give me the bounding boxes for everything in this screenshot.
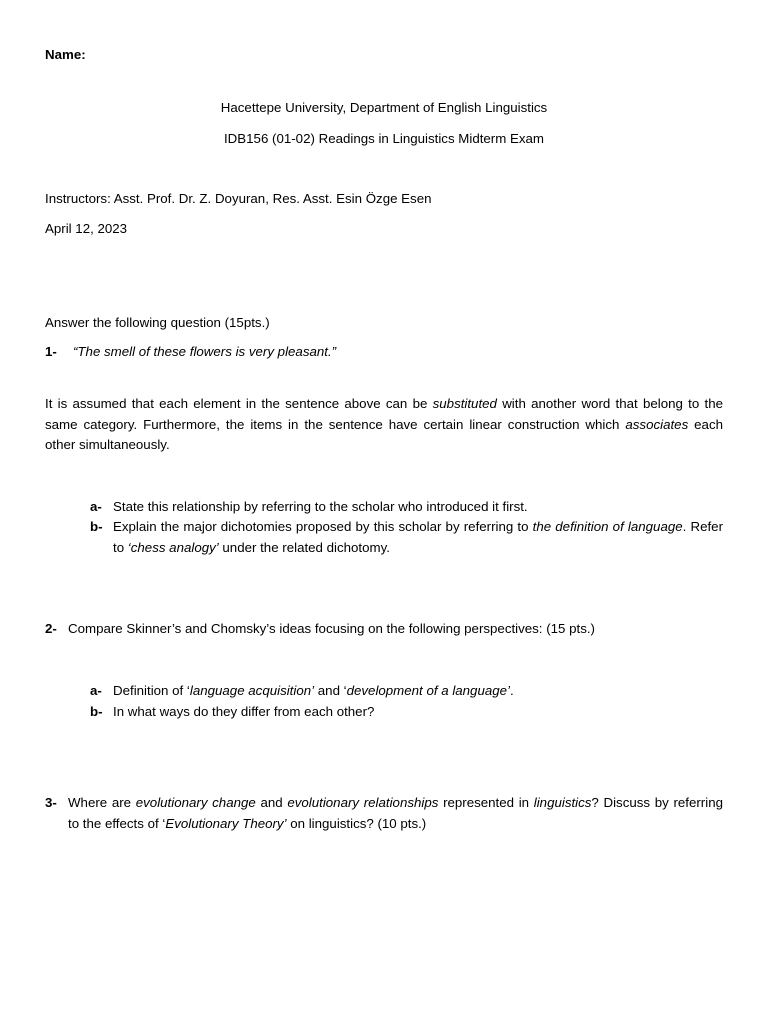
item-text bbox=[113, 517, 723, 558]
q3-text-4: ? Discuss by referring to the effects of ‘ bbox=[68, 795, 723, 831]
item-text: State this relationship by referring to the scholar who introduced it first. bbox=[113, 499, 528, 514]
university-heading: Hacettepe University, Department of English Linguistics bbox=[220, 100, 548, 115]
q3-text-3: represented in bbox=[438, 795, 534, 810]
item-label: b- bbox=[90, 704, 103, 719]
question-2-item-b bbox=[90, 702, 723, 723]
q2a-text-2: and ‘ bbox=[314, 683, 347, 698]
item-label: a- bbox=[90, 683, 102, 698]
question-2-item-a bbox=[90, 681, 723, 702]
item-label: a- bbox=[90, 499, 102, 514]
q3-text-5: on linguistics? (10 pts.) bbox=[286, 815, 427, 831]
q3-text-2: and bbox=[255, 795, 288, 810]
q1-para-text-1: It is assumed that each element in the sentence above can be bbox=[45, 396, 433, 411]
q2a-text-1: Definition of ‘ bbox=[113, 683, 190, 698]
question-2-number: 2- bbox=[45, 621, 57, 636]
question-1-heading bbox=[45, 342, 723, 363]
instruction-line: Answer the following question (15pts.) bbox=[45, 315, 270, 330]
instructors-line: Instructors: Asst. Prof. Dr. Z. Doyuran, Res. Asst. Esin Özge Esen bbox=[45, 191, 432, 206]
question-3-text bbox=[68, 793, 723, 834]
question-3-number: 3- bbox=[45, 795, 57, 810]
q2a-italic-1: language acquisition’ bbox=[189, 683, 315, 698]
question-1-number: 1- bbox=[45, 344, 57, 359]
q3-italic-2: evolutionary relationships bbox=[287, 795, 439, 810]
name-label: Name: bbox=[45, 47, 86, 62]
question-1-item-b bbox=[90, 517, 723, 558]
item-label: b- bbox=[90, 519, 103, 534]
exam-date: April 12, 2023 bbox=[45, 221, 128, 236]
item-text bbox=[113, 681, 723, 702]
q1b-text-2: . Refer to bbox=[113, 519, 724, 555]
question-2-heading bbox=[45, 619, 723, 640]
item-text: In what ways do they differ from each other? bbox=[113, 704, 375, 719]
course-heading: IDB156 (01-02) Readings in Linguistics Midterm Exam bbox=[223, 131, 544, 146]
question-1-quote: “The smell of these flowers is very pleasant.” bbox=[73, 344, 337, 359]
question-1-item-a bbox=[90, 497, 723, 518]
q1-para-text-3: each other simultaneously. bbox=[45, 416, 723, 452]
question-3 bbox=[45, 793, 723, 834]
q3-italic-4: Evolutionary Theory’ bbox=[165, 815, 287, 831]
q1-para-text-2: with another word that belong to the same category. Furthermore, the items in the sentence have certain linear construction which bbox=[45, 396, 723, 432]
q1b-italic-1: the definition of language bbox=[532, 519, 683, 534]
q3-italic-3: linguistics bbox=[533, 795, 592, 810]
q2a-text-3: . bbox=[510, 683, 514, 698]
q3-text-1: Where are bbox=[68, 795, 136, 810]
q1b-text-1: Explain the major dichotomies proposed by this scholar by referring to bbox=[113, 519, 533, 534]
q2a-italic-2: development of a language’ bbox=[346, 683, 510, 698]
q3-italic-1: evolutionary change bbox=[135, 795, 256, 810]
q1b-italic-2: ‘chess analogy’ bbox=[127, 539, 219, 555]
q1-para-italic-2: associates bbox=[625, 416, 689, 432]
question-2-text: Compare Skinner’s and Chomsky’s ideas focusing on the following perspectives: (15 pts.) bbox=[68, 621, 595, 636]
question-1-paragraph bbox=[45, 394, 723, 456]
q1-para-italic-1: substituted bbox=[432, 396, 497, 411]
q1b-text-3: under the related dichotomy. bbox=[218, 539, 390, 555]
